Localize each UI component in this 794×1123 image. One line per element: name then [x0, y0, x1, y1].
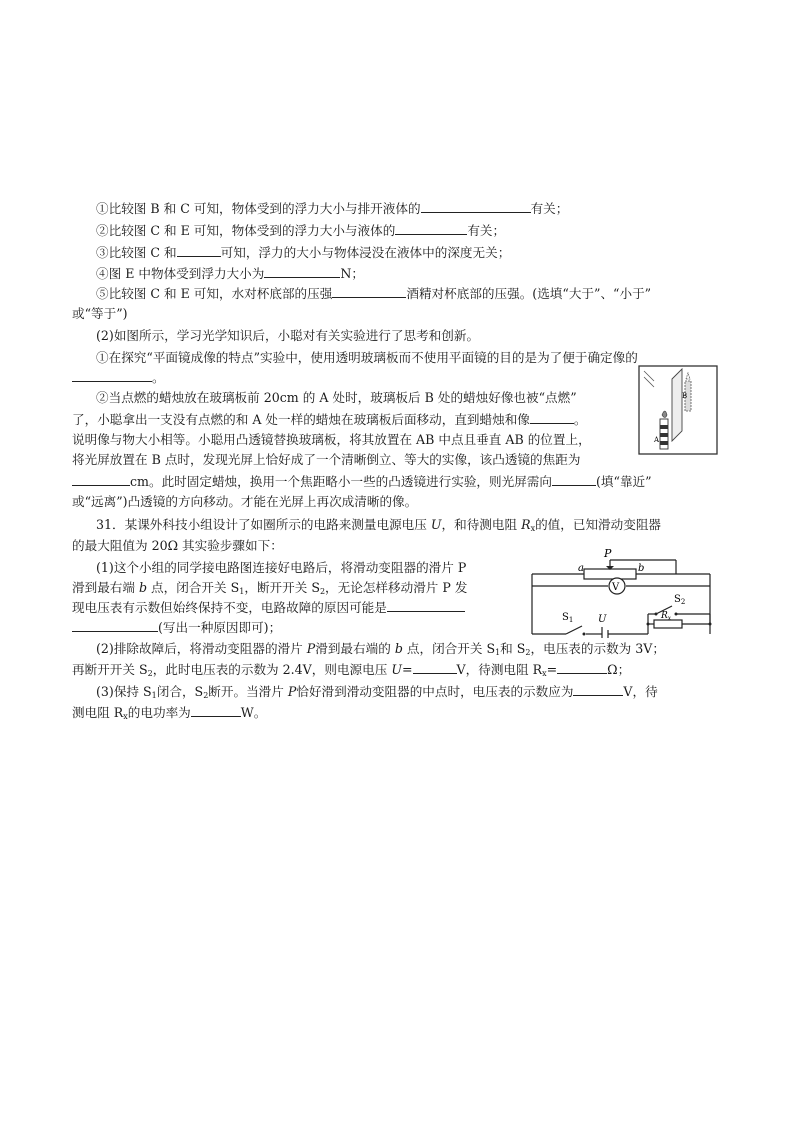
q1-item1: ①比较图 B 和 C 可知，物体受到的浮力大小与排开液体的 有关； [96, 201, 569, 216]
q1-item5: ⑤比较图 C 和 E 可知，水对杯底部的压强 酒精对杯底部的压强。(选填“大于”、“小于” [96, 286, 652, 301]
q2-intro: (2)如图所示，学习光学知识后，小聪对有关实验进行了思考和创新。 [96, 328, 480, 343]
svg-text:U: U [598, 614, 607, 625]
q1-item4: ④图 E 中物体受到浮力大小为 N； [96, 266, 364, 281]
answer-blank[interactable] [177, 245, 221, 257]
q1-item3: ③比较图 C 和 可知，浮力的大小与物体浸没在液体中的深度无关； [96, 245, 511, 260]
answer-blank[interactable] [552, 474, 596, 486]
q31-line1: 31．某课外科技小组设计了如圈所示的电路来测量电源电压 U，和待测电阻 $R_x$的值，已知滑动变阻器 [96, 517, 662, 533]
q2-item1: ①在探究“平面镜成像的特点”实验中，使用透明玻璃板而不使用平面镜的目的是为了便于确定像的 [96, 350, 638, 365]
svg-text:S1: $S_1$ [562, 612, 574, 624]
answer-blank[interactable] [264, 266, 340, 278]
q31-p3-line1: (3)保持 $S_1$闭合，$S_2$断开。当滑片 P恰好滑到滑动变阻器的中点时，电压表的示数应为 V，待 [96, 684, 658, 700]
q31-line2: 的最大阻值为 20Ω 其实验步骤如下： [72, 538, 283, 553]
q2-item2-line6: 或“远离”)凸透镜的方向移动。才能在光屏上再次成清晰的像。 [72, 494, 418, 509]
answer-blank[interactable] [557, 662, 607, 674]
q31-p2-line1: (2)排除故障后，将滑动变阻器的滑片 P滑到最右端的 b 点，闭合开关 $S_1$和 $S_2$，电压表的示数为 3V； [96, 641, 665, 657]
q2-item2-line5: cm。此时固定蜡烛，换用一个焦距略小一些的凸透镜进行实验，则光屏需向 (填“靠近” [72, 474, 652, 489]
q31-p1-line1: (1)这个小组的同学接电路图连接好电路后，将滑动变阻器的滑片 P [96, 560, 467, 575]
answer-blank[interactable] [72, 474, 130, 486]
mirror-candle-figure [638, 365, 720, 457]
answer-blank[interactable] [573, 684, 623, 696]
q2-item2-line3: 说明像与物大小相等。小聪用凸透镜替换玻璃板，将其放置在 AB 中点且垂直 AB 的位置上， [72, 432, 591, 447]
svg-text:a: a [578, 563, 584, 574]
answer-blank[interactable] [191, 705, 241, 717]
q31-p1-line3: 现电压表有示数但始终保持不变，电路故障的原因可能是 [72, 600, 465, 615]
q31-p3-line2: 测电阻 $R_x$的电功率为 W。 [72, 705, 267, 721]
q31-p1-line4: (写出一种原因即可)； [72, 620, 281, 635]
answer-blank[interactable] [72, 620, 158, 632]
q2-item2-line4: 将光屏放置在 B 点时，发现光屏上恰好成了一个清晰倒立、等大的实像，该凸透镜的焦距为 [72, 452, 581, 467]
answer-blank[interactable] [395, 223, 467, 235]
svg-text:b: b [638, 563, 645, 574]
q2-item2-line2: 了，小聪拿出一支没有点燃的和 A 处一样的蜡烛在玻璃板后面移动，直到蜡烛和像 。 [72, 412, 587, 427]
q2-item2-line1: ②当点燃的蜡烛放在玻璃板前 20cm 的 A 处时，玻璃板后 B 处的蜡烛好像也被“点燃” [96, 390, 577, 405]
answer-blank[interactable] [421, 201, 531, 213]
svg-text:S2: $S_2$ [674, 594, 686, 606]
svg-text:Rx: $R_x$ [661, 611, 672, 622]
svg-text:P: P [604, 547, 612, 560]
answer-blank[interactable] [387, 600, 465, 612]
circuit-diagram [526, 538, 722, 638]
answer-blank[interactable] [332, 286, 406, 298]
q2-item1-cont: 。 [72, 370, 165, 385]
svg-text:V: V [612, 582, 620, 593]
answer-blank[interactable] [530, 412, 574, 424]
answer-blank[interactable] [72, 370, 152, 382]
q1-item5-cont: 或“等于”) [72, 306, 128, 321]
label-a: A [654, 436, 660, 444]
label-b: B [682, 392, 688, 400]
answer-blank[interactable] [413, 662, 457, 674]
q1-item2: ②比较图 C 和 E 可知，物体受到的浮力大小与液体的 有关； [96, 223, 506, 238]
q31-p2-line2: 再断开开关 $S_2$，此时电压表的示数为 2.4V，则电源电压 U= V，待测电阻 $R_x= \Omega$； [72, 662, 631, 678]
q31-p1-line2: 滑到最右端 b 点，闭合开关 $S_1$，断开开关 $S_2$，无论怎样移动滑片 P 发 [72, 580, 468, 596]
